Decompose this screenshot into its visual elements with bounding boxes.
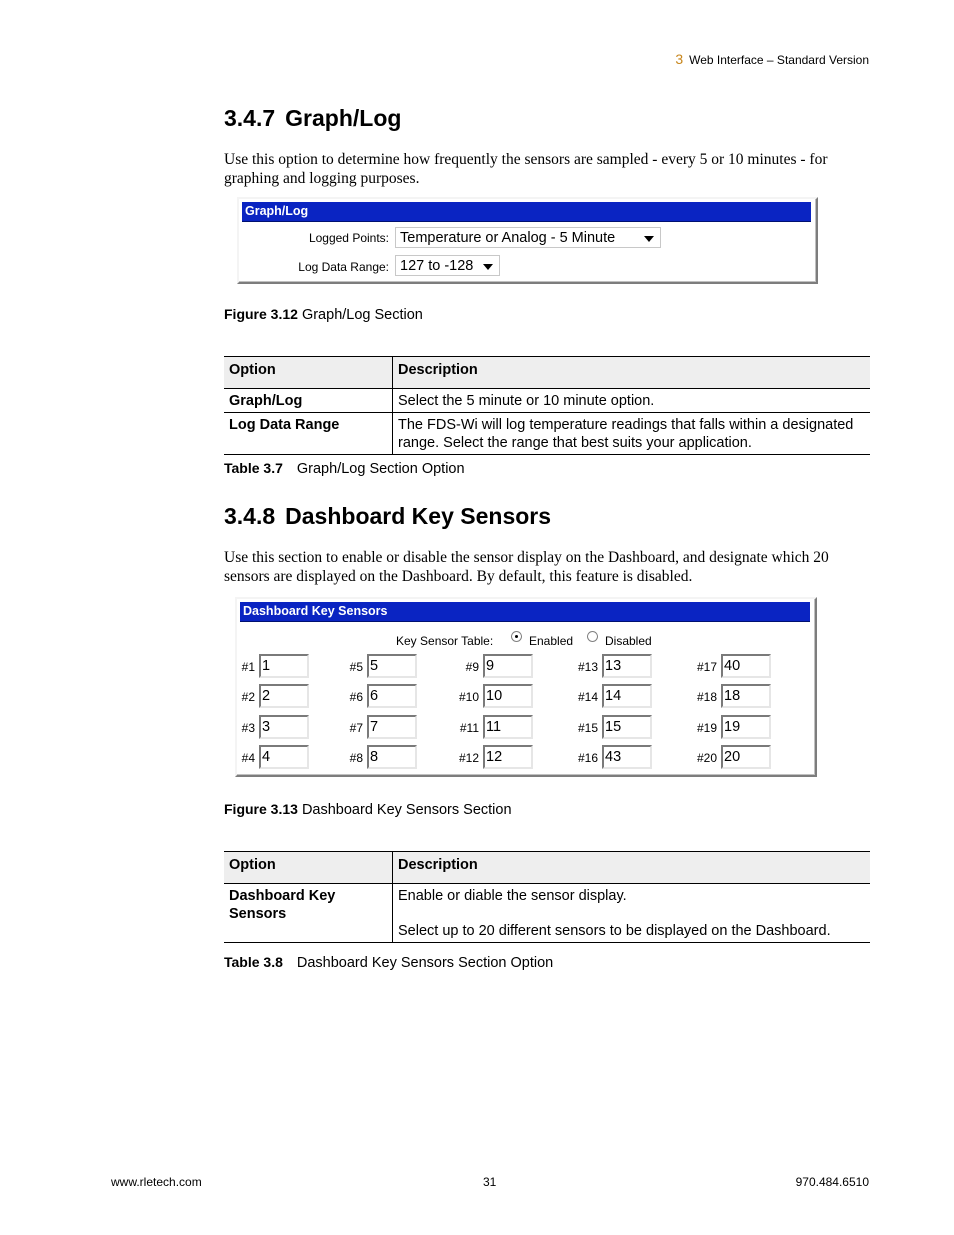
option-cell: Graph/Log: [229, 393, 303, 409]
section-heading-graph-log: [224, 105, 401, 132]
sensor-input[interactable]: 12: [483, 745, 533, 769]
sensor-input[interactable]: 43: [602, 745, 652, 769]
sensor-input[interactable]: 40: [721, 654, 771, 678]
sensor-label: #16: [577, 751, 598, 765]
description-cell: Select the 5 minute or 10 minute option.: [393, 389, 871, 413]
figure-text: Graph/Log Section: [301, 307, 423, 323]
description-line: Enable or diable the sensor display.: [398, 888, 627, 904]
sensor-label: #9: [465, 660, 479, 674]
panel-title-bar: Graph/Log: [242, 202, 811, 222]
sensor-input[interactable]: 3: [259, 715, 309, 739]
table-caption: [224, 954, 553, 971]
running-header: [675, 51, 869, 67]
sensor-label: #11: [459, 721, 479, 735]
sensor-label: #14: [577, 690, 598, 704]
sensor-label: #12: [458, 751, 479, 765]
figure-caption: [224, 801, 512, 818]
chevron-down-icon: [483, 264, 493, 270]
key-sensor-table-label: Key Sensor Table:: [396, 634, 494, 648]
description-line: Select up to 20 different sensors to be displayed on the Dashboard.: [398, 923, 831, 939]
table-caption-text: Dashboard Key Sensors Section Option: [296, 955, 554, 971]
sensor-label: #15: [577, 721, 598, 735]
disabled-label: Disabled: [605, 634, 652, 648]
figure-label: Figure 3.12: [224, 306, 298, 322]
table-caption-text: Graph/Log Section Option: [296, 461, 465, 477]
panel-title-bar: Dashboard Key Sensors: [240, 602, 810, 622]
sensor-input[interactable]: 18: [721, 684, 771, 708]
sensor-label: #13: [577, 660, 598, 674]
sensor-input[interactable]: 10: [483, 684, 533, 708]
footer-page-number: 31: [483, 1175, 497, 1189]
table-caption: [224, 460, 465, 477]
column-header-description: Description: [393, 852, 871, 884]
section-title: Graph/Log: [285, 105, 402, 131]
sensor-input[interactable]: 13: [602, 654, 652, 678]
logged-points-value: Temperature or Analog - 5 Minute: [400, 230, 616, 246]
chapter-number: 3: [675, 51, 684, 67]
graph-log-panel: [237, 197, 818, 284]
section-heading-dashboard: [224, 503, 551, 530]
column-header-description: Description: [393, 357, 871, 389]
sensor-label: #17: [696, 660, 717, 674]
sensor-input[interactable]: 7: [367, 715, 417, 739]
sensor-label: #7: [349, 721, 363, 735]
sensor-input[interactable]: 4: [259, 745, 309, 769]
sensor-label: #18: [696, 690, 717, 704]
figure-label: Figure 3.13: [224, 801, 298, 817]
sensor-input[interactable]: 20: [721, 745, 771, 769]
dashboard-key-sensors-panel: [235, 597, 817, 777]
section-number: 3.4.8: [224, 503, 276, 529]
options-table-3-8: [224, 851, 870, 943]
column-header-option: Option: [224, 357, 393, 389]
section-number: 3.4.7: [224, 105, 276, 131]
description-cell: The FDS-Wi will log temperature readings that falls within a designated range. Select the range that best suits your application.: [393, 413, 871, 455]
sensor-input[interactable]: 6: [367, 684, 417, 708]
log-data-range-value: 127 to -128: [400, 258, 474, 274]
enabled-label: Enabled: [529, 634, 574, 648]
sensor-label: #4: [241, 751, 255, 765]
table-row: [224, 884, 870, 943]
sensor-label: #5: [349, 660, 363, 674]
sensor-input[interactable]: 1: [259, 654, 309, 678]
table-label: Table 3.7: [224, 460, 283, 476]
footer-phone: 970.484.6510: [795, 1175, 869, 1189]
sensor-label: #8: [349, 751, 363, 765]
sensor-input[interactable]: 14: [602, 684, 652, 708]
table-label: Table 3.8: [224, 954, 283, 970]
sensor-input[interactable]: 9: [483, 654, 533, 678]
sensor-label: #2: [241, 690, 255, 704]
chapter-title: Web Interface – Standard Version: [689, 53, 869, 67]
table-row: [224, 389, 870, 413]
sensor-label: #3: [241, 721, 255, 735]
enabled-radio[interactable]: [511, 631, 522, 642]
figure-caption: [224, 306, 423, 323]
chevron-down-icon: [644, 236, 654, 242]
description-cell: [393, 884, 871, 943]
sensor-label: #20: [696, 751, 717, 765]
column-header-option: Option: [224, 852, 393, 884]
sensor-label: #19: [696, 721, 717, 735]
graph-log-paragraph: Use this option to determine how frequently the sensors are sampled - every 5 or 10 minutes - for graphing and logging purposes.: [224, 151, 828, 187]
options-table-3-7: [224, 356, 870, 455]
log-data-range-label: Log Data Range:: [298, 260, 389, 274]
option-cell: Dashboard Key Sensors: [229, 888, 336, 922]
sensor-input[interactable]: 2: [259, 684, 309, 708]
log-data-range-select[interactable]: [395, 255, 500, 276]
sensor-input[interactable]: 11: [483, 715, 533, 739]
sensor-input[interactable]: 8: [367, 745, 417, 769]
sensor-label: #1: [241, 660, 255, 674]
logged-points-select[interactable]: [395, 227, 661, 248]
figure-text: Dashboard Key Sensors Section: [301, 802, 512, 818]
sensor-label: #6: [349, 690, 363, 704]
table-row: [224, 413, 870, 455]
sensor-input[interactable]: 19: [721, 715, 771, 739]
sensor-input[interactable]: 5: [367, 654, 417, 678]
sensor-label: #10: [458, 690, 479, 704]
footer-website: www.rletech.com: [111, 1175, 202, 1189]
sensor-input[interactable]: 15: [602, 715, 652, 739]
disabled-radio[interactable]: [587, 631, 598, 642]
logged-points-label: Logged Points:: [308, 231, 389, 245]
section-title: Dashboard Key Sensors: [285, 503, 552, 529]
option-cell: Log Data Range: [229, 417, 340, 433]
dashboard-paragraph: Use this section to enable or disable the sensor display on the Dashboard, and designate which 20 sensors are displayed on the Dashboard. By default, this feature is disabled.: [224, 549, 829, 585]
